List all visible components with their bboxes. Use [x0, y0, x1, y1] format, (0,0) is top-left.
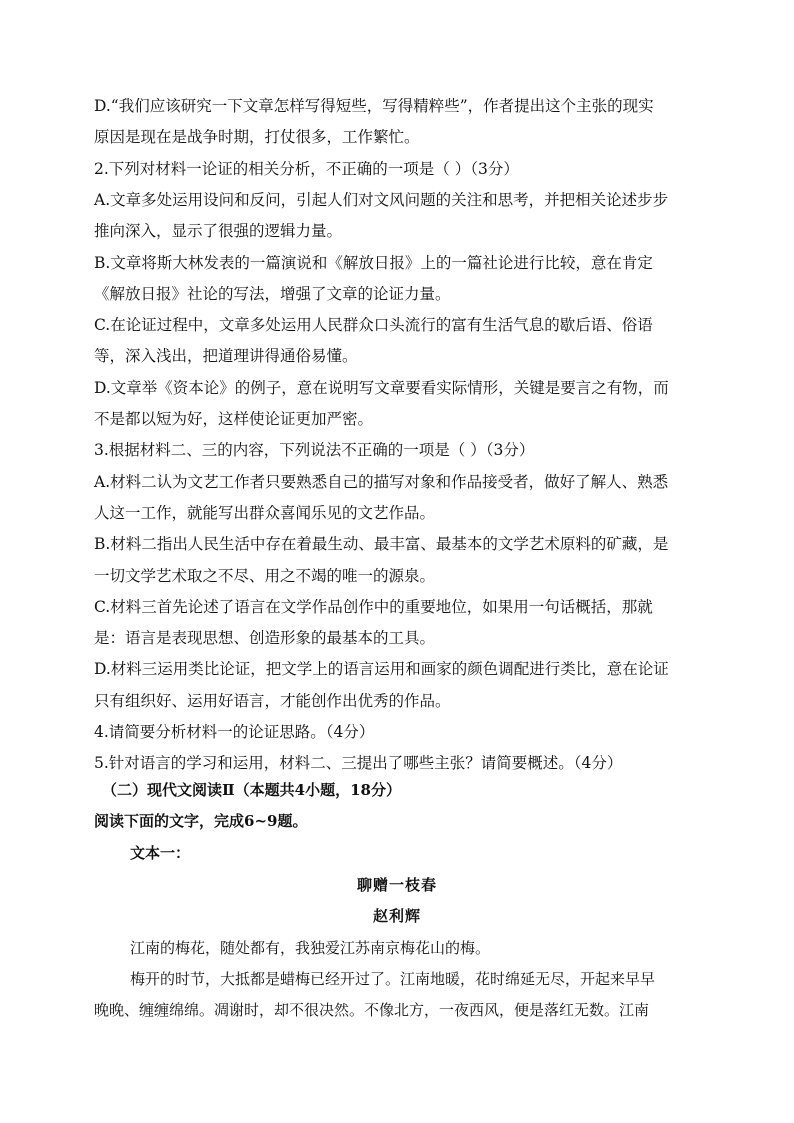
question-line: 人这一工作，就能写出群众喜闻乐见的文艺作品。: [94, 503, 436, 522]
question-line: A.材料二认为文艺工作者只要熟悉自己的描写对象和作品接受者，做好了解人、熟悉: [94, 472, 669, 491]
article-paragraph-2-line-2: 晚晚、缠缠绵绵。凋谢时，却不很决然。不像北方，一夜西风，便是落红无数。江南: [94, 1001, 650, 1019]
question-line: 3.根据材料二、三的内容，下列说法不正确的一项是（ ）（3分）: [94, 441, 535, 460]
article-title: 聊赠一枝春: [356, 876, 437, 894]
question-line: C.在论证过程中，文章多处运用人民群众口头流行的富有生活气息的歇后语、俗语: [94, 316, 653, 335]
question-line: 2.下列对材料一论证的相关分析，不正确的一项是（ ）（3分）: [94, 159, 519, 178]
question-line: 4.请简要分析材料一的论证思路。（4分）: [94, 723, 375, 741]
question-line: B.文章将斯大林发表的一篇演说和《解放日报》上的一篇社论进行比较，意在肯定: [94, 253, 653, 272]
question-line: 只有组织好、运用好语言，才能创作出优秀的作品。: [94, 691, 451, 710]
article-paragraph-2-line-1: 梅开的时节，大抵都是蜡梅已经开过了。江南地暖，花时绵延无尽，开起来早早: [130, 970, 656, 988]
question-line: 不是都以短为好，这样使论证更加严密。: [94, 410, 374, 428]
question-line: D.文章举《资本论》的例子，意在说明写文章要看实际情形，关键是要言之有物，而: [94, 378, 669, 397]
question-line: D.“我们应该研究一下文章怎样写得短些，写得精粹些”，作者提出这个主张的现实: [94, 97, 654, 115]
section-heading: （二）现代文阅读Ⅱ（本题共4小题，18分）: [102, 781, 401, 799]
question-line: 《解放日报》社论的写法，增强了文章的论证力量。: [94, 284, 451, 303]
question-line: 是：语言是表现思想、创造形象的最基本的工具。: [94, 629, 436, 648]
question-line: 一切文学艺术取之不尽、用之不竭的唯一的源泉。: [94, 566, 436, 585]
question-line: 推向深入，显示了很强的逻辑力量。: [94, 222, 343, 241]
article-author: 赵利辉: [372, 907, 421, 925]
text-label: 文本一：: [130, 844, 191, 862]
question-line: B.材料二指出人民生活中存在着最生动、最丰富、最基本的文学艺术原料的矿藏，是: [94, 535, 669, 554]
question-line: C.材料三首先论述了语言在文学作品创作中的重要地位，如果用一句话概括，那就: [94, 597, 653, 616]
question-line: A.文章多处运用设问和反问，引起人们对文风问题的关注和思考，并把相关论述步步: [94, 190, 669, 209]
question-line: 5.针对语言的学习和运用，材料二、三提出了哪些主张？请简要概述。（4分）: [94, 754, 623, 773]
section-instruction: 阅读下面的文字，完成6~9题。: [94, 812, 308, 830]
question-line: 原因是现在是战争时期，打仗很多，工作繁忙。: [94, 128, 420, 147]
article-paragraph-1: 江南的梅花，随处都有，我独爱江苏南京梅花山的梅。: [130, 939, 491, 957]
question-line: 等，深入浅出，把道理讲得通俗易懂。: [94, 347, 358, 366]
question-line: D.材料三运用类比论证，把文学上的语言运用和画家的颜色调配进行类比，意在论证: [94, 660, 669, 679]
